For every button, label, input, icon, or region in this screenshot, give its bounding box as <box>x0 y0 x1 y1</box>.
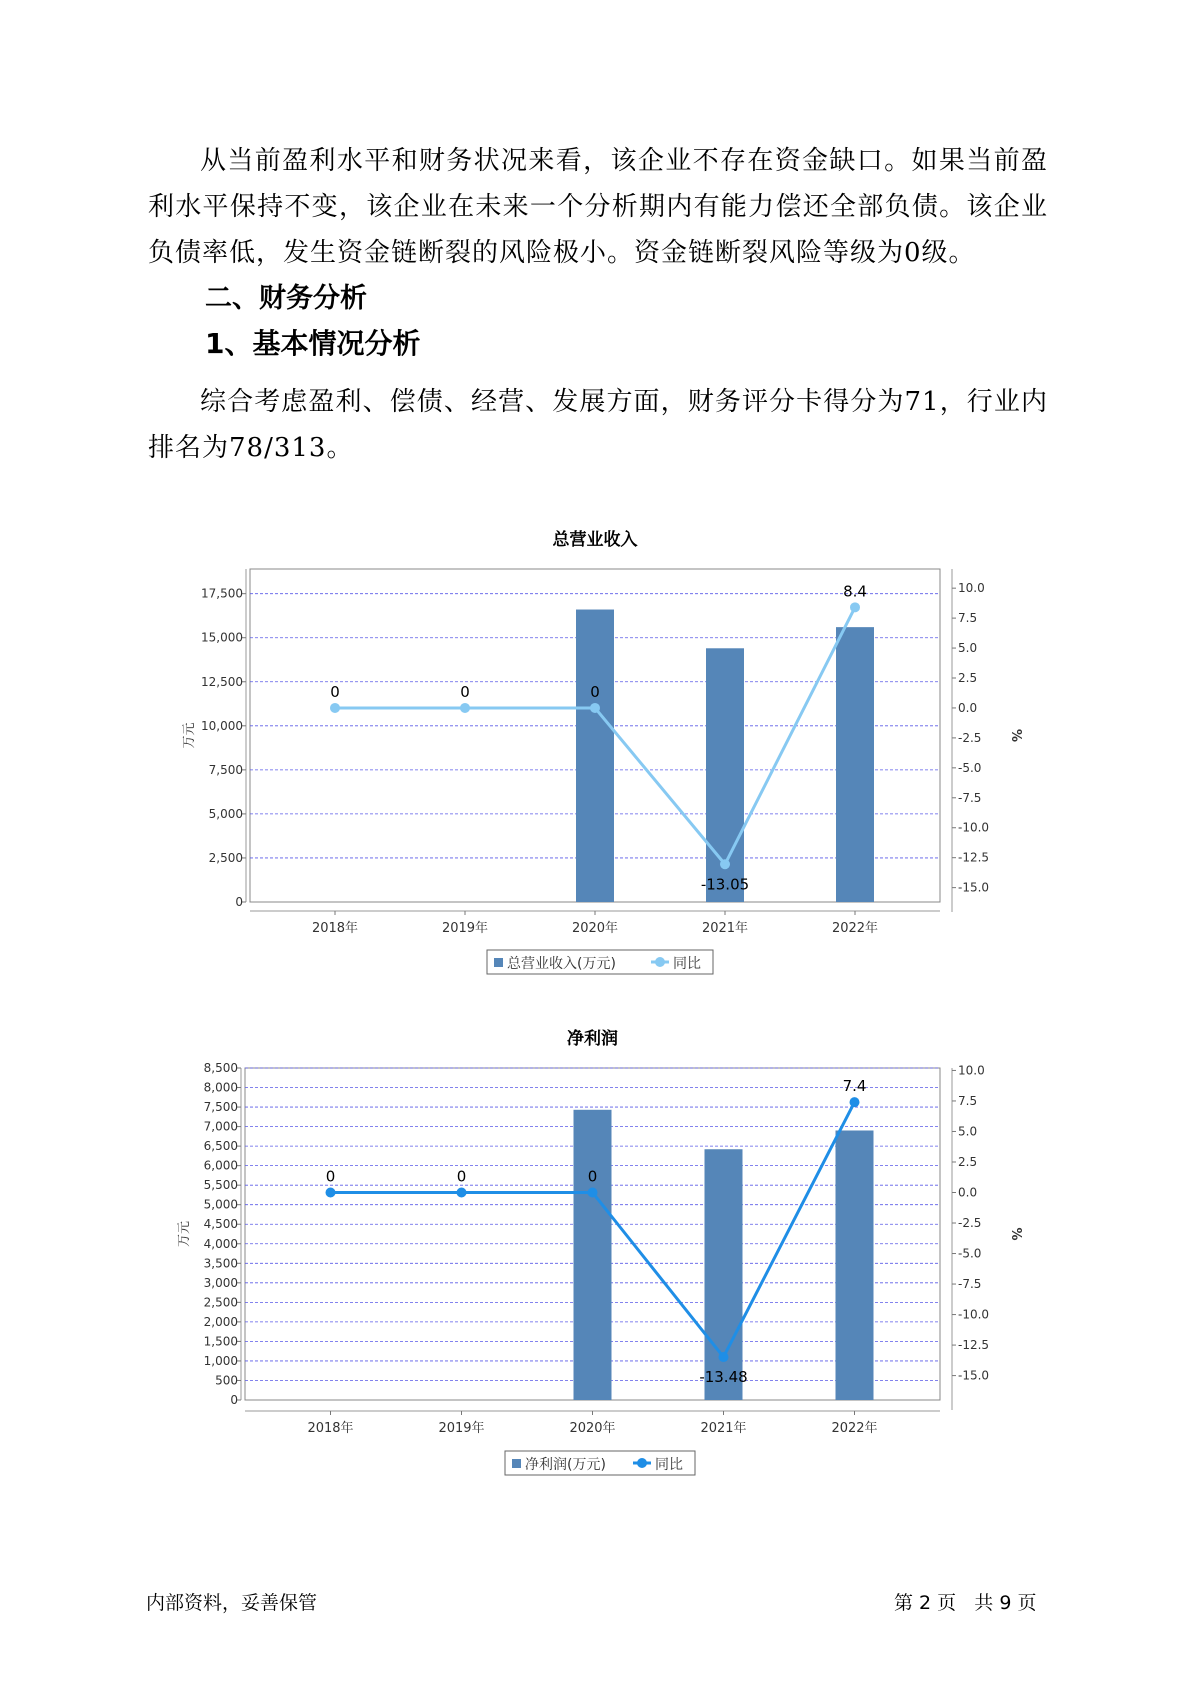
yoy-point <box>588 1188 598 1198</box>
y-tick-label: 7,500 <box>203 1100 238 1115</box>
yoy-point <box>457 1188 467 1198</box>
y-tick-label: 5,500 <box>203 1178 238 1193</box>
y-tick-label: 4,000 <box>203 1236 238 1251</box>
y2-tick-label: 2.5 <box>958 1154 978 1169</box>
data-label: -13.05 <box>700 875 750 894</box>
y-tick-label: 6,000 <box>203 1158 238 1173</box>
yoy-point <box>326 1188 336 1198</box>
data-label: -13.48 <box>699 1368 748 1387</box>
x-tick-label: 2021年 <box>700 1421 747 1436</box>
y-tick-label: 7,500 <box>208 762 243 777</box>
legend-line-marker <box>655 957 665 967</box>
legend-bar-label: 总营业收入(万元) <box>507 956 616 972</box>
x-tick-label: 2020年 <box>571 921 619 936</box>
footer-confidential: 内部资料，妥善保管 <box>146 1592 318 1614</box>
y2-tick-label: -12.5 <box>958 1338 990 1353</box>
y-tick-label: 4,500 <box>203 1217 238 1232</box>
y2-tick-label: 0.0 <box>958 700 978 715</box>
data-label: 0 <box>325 1167 336 1186</box>
y2-tick-label: 10.0 <box>958 1063 985 1078</box>
score-paragraph: 综合考虑盈利、偿债、经营、发展方面，财务评分卡得分为71，行业内排名为78/313。 <box>148 387 1048 463</box>
x-tick-label: 2019年 <box>438 1421 485 1436</box>
bar <box>836 627 874 902</box>
x-tick-label: 2022年 <box>831 921 879 936</box>
x-tick-label: 2020年 <box>569 1421 616 1436</box>
x-tick-label: 2018年 <box>311 921 359 936</box>
y-tick-label: 12,500 <box>201 674 243 689</box>
data-label: 0 <box>330 682 340 701</box>
y-tick-label: 2,500 <box>203 1295 238 1310</box>
y-tick-label: 15,000 <box>201 630 243 645</box>
y2-tick-label: -7.5 <box>958 790 982 805</box>
y-tick-label: 2,500 <box>208 850 243 865</box>
y2-tick-label: -12.5 <box>958 850 990 865</box>
legend-line-label: 同比 <box>673 956 701 972</box>
y-tick-label: 500 <box>215 1373 238 1388</box>
y2-axis-label: % <box>1008 728 1023 743</box>
data-label: 8.4 <box>843 582 867 601</box>
y2-tick-label: -15.0 <box>958 880 990 895</box>
y2-tick-label: 5.0 <box>958 641 978 656</box>
legend-line-label: 同比 <box>655 1457 683 1473</box>
y-tick-label: 0 <box>235 895 243 909</box>
y2-tick-label: 0.0 <box>958 1185 978 1200</box>
y2-tick-label: -5.0 <box>958 1246 982 1261</box>
y2-tick-label: 10.0 <box>958 581 985 596</box>
legend-bar-swatch <box>512 1459 521 1468</box>
chart-title: 净利润 <box>567 1029 618 1049</box>
subsection-heading: 1、基本情况分析 <box>205 327 421 360</box>
yoy-point <box>590 703 600 713</box>
y2-axis-label: % <box>1008 1227 1023 1241</box>
yoy-point <box>719 1352 729 1362</box>
yoy-point <box>850 1097 860 1107</box>
risk-summary-paragraph: 从当前盈利水平和财务状况来看，该企业不存在资金缺口。如果当前盈利水平保持不变，该企业在未来一个分析期内有能力偿还全部负债。该企业负债率低，发生资金链断裂的风险极小。资金链断裂风险等级为0级。 <box>148 146 1048 268</box>
yoy-point <box>330 703 340 713</box>
yoy-point <box>720 859 730 869</box>
footer-page-number: 第 2 页 共 9 页 <box>894 1592 1037 1614</box>
y2-tick-label: 2.5 <box>958 671 978 686</box>
y2-tick-label: -10.0 <box>958 1307 990 1322</box>
y2-tick-label: 7.5 <box>958 611 978 626</box>
y-tick-label: 1,500 <box>203 1334 238 1349</box>
y-tick-label: 7,000 <box>203 1119 238 1134</box>
chart-title: 总营业收入 <box>552 530 638 550</box>
bar <box>836 1130 874 1400</box>
y-tick-label: 17,500 <box>201 586 243 601</box>
x-tick-label: 2019年 <box>441 921 489 936</box>
y-tick-label: 1,000 <box>203 1353 238 1368</box>
y-axis-label: 万元 <box>177 1220 192 1248</box>
bar <box>574 1110 612 1400</box>
y-tick-label: 10,000 <box>201 718 243 733</box>
y2-tick-label: -5.0 <box>958 760 982 775</box>
data-label: 0 <box>587 1167 598 1186</box>
bar <box>705 1149 743 1400</box>
y2-tick-label: -10.0 <box>958 820 990 835</box>
y2-tick-label: -7.5 <box>958 1277 982 1292</box>
data-label: 0 <box>456 1167 467 1186</box>
y2-tick-label: -15.0 <box>958 1368 990 1383</box>
y2-tick-label: 7.5 <box>958 1093 978 1108</box>
legend-line-marker <box>637 1458 647 1468</box>
legend-bar-swatch <box>494 958 503 967</box>
x-tick-label: 2018年 <box>307 1421 354 1436</box>
y-tick-label: 8,500 <box>203 1061 238 1075</box>
y2-tick-label: 5.0 <box>958 1124 978 1139</box>
bar <box>576 610 614 902</box>
data-label: 0 <box>460 682 470 701</box>
y-tick-label: 2,000 <box>203 1314 238 1329</box>
y-tick-label: 6,500 <box>203 1139 238 1154</box>
yoy-point <box>850 602 860 612</box>
x-tick-label: 2021年 <box>701 921 749 936</box>
y-tick-label: 0 <box>230 1393 238 1407</box>
y-tick-label: 3,500 <box>203 1256 238 1271</box>
yoy-point <box>460 703 470 713</box>
y-axis-label: 万元 <box>182 722 197 749</box>
data-label: 0 <box>590 682 600 701</box>
y-tick-label: 5,000 <box>208 806 243 821</box>
data-label: 7.4 <box>842 1077 867 1096</box>
x-tick-label: 2022年 <box>831 1421 878 1436</box>
y-tick-label: 3,000 <box>203 1275 238 1290</box>
y2-tick-label: -2.5 <box>958 730 982 745</box>
legend-bar-label: 净利润(万元) <box>525 1457 606 1473</box>
y-tick-label: 5,000 <box>203 1197 238 1212</box>
y-tick-label: 8,000 <box>203 1080 238 1095</box>
y2-tick-label: -2.5 <box>958 1216 982 1231</box>
section-heading: 二、财务分析 <box>205 283 367 314</box>
